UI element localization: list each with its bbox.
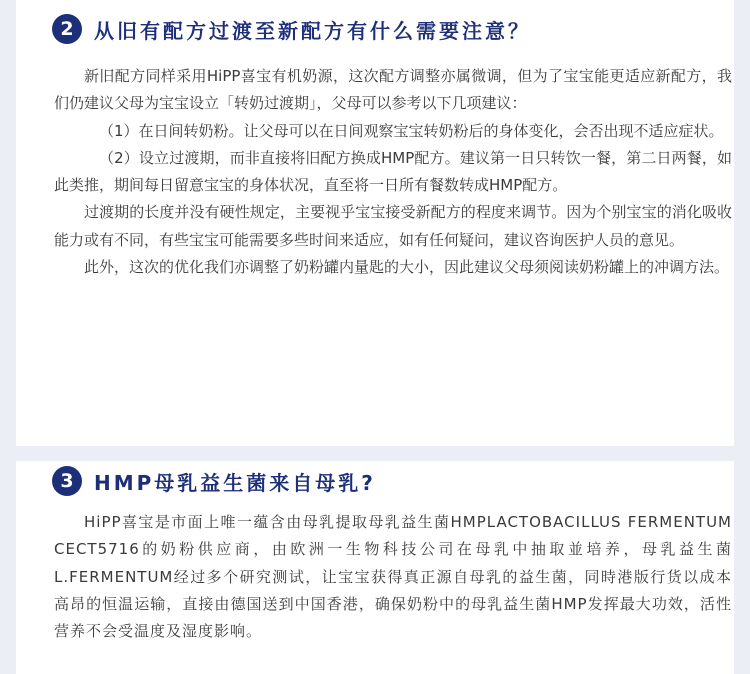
paragraph: 此外，这次的优化我们亦调整了奶粉罐内量匙的大小，因此建议父母须阅读奶粉罐上的冲调方法。 <box>84 258 730 277</box>
paragraph: （1）在日间转奶粉。让父母可以在日间观察宝宝转奶粉后的身体变化，会否出现不适应症状。 <box>99 121 724 140</box>
section-title: HMP母乳益生菌来自母乳? <box>94 470 376 495</box>
section-number-badge: 2 <box>52 14 82 44</box>
section-number-badge: 3 <box>52 466 82 496</box>
section-body <box>54 63 732 281</box>
section-body <box>54 509 749 645</box>
section-heading <box>52 14 531 44</box>
section-title: 从旧有配方过渡至新配方有什么需要注意？ <box>94 18 531 43</box>
paragraph: 新旧配方同样采用HiPP喜宝有机奶源，这次配方调整亦属微调，但为了宝宝能更适应新配方，我们仍建议父母为宝宝设立「转奶过渡期」，父母可以参考以下几项建议： <box>54 67 732 113</box>
section-heading <box>52 466 376 496</box>
section-card-probiotic <box>16 461 749 674</box>
paragraph: HiPP喜宝是市面上唯一蕴含由母乳提取母乳益生菌HMPLACTOBACILLUS FERMENTUM CECT5716的奶粉供应商，由欧洲一生物科技公司在母乳中抽取並培养，母乳益生菌L.FERMENTUM经过多个研究测试，让宝宝获得真正源自母乳的益生菌，同時港版行货以成本高昂的恒温运输，直接由德国送到中国香港，确保奶粉中的母乳益生菌HMP发挥最大功效，活性营养不会受温度及湿度影响。 <box>54 513 749 641</box>
paragraph: 过渡期的长度并没有硬性规定，主要视乎宝宝接受新配方的程度来调节。因为个别宝宝的消化吸收能力或有不同，有些宝宝可能需要多些时间来适应，如有任何疑问，建议咨询医护人员的意见。 <box>54 203 732 249</box>
paragraph: （2）设立过渡期，而非直接将旧配方换成HMP配方。建议第一日只转饮一餐，第二日两餐，如此类推，期间每日留意宝宝的身体状况，直至将一日所有餐数转成HMP配方。 <box>54 148 732 195</box>
section-card-transition <box>16 0 734 446</box>
